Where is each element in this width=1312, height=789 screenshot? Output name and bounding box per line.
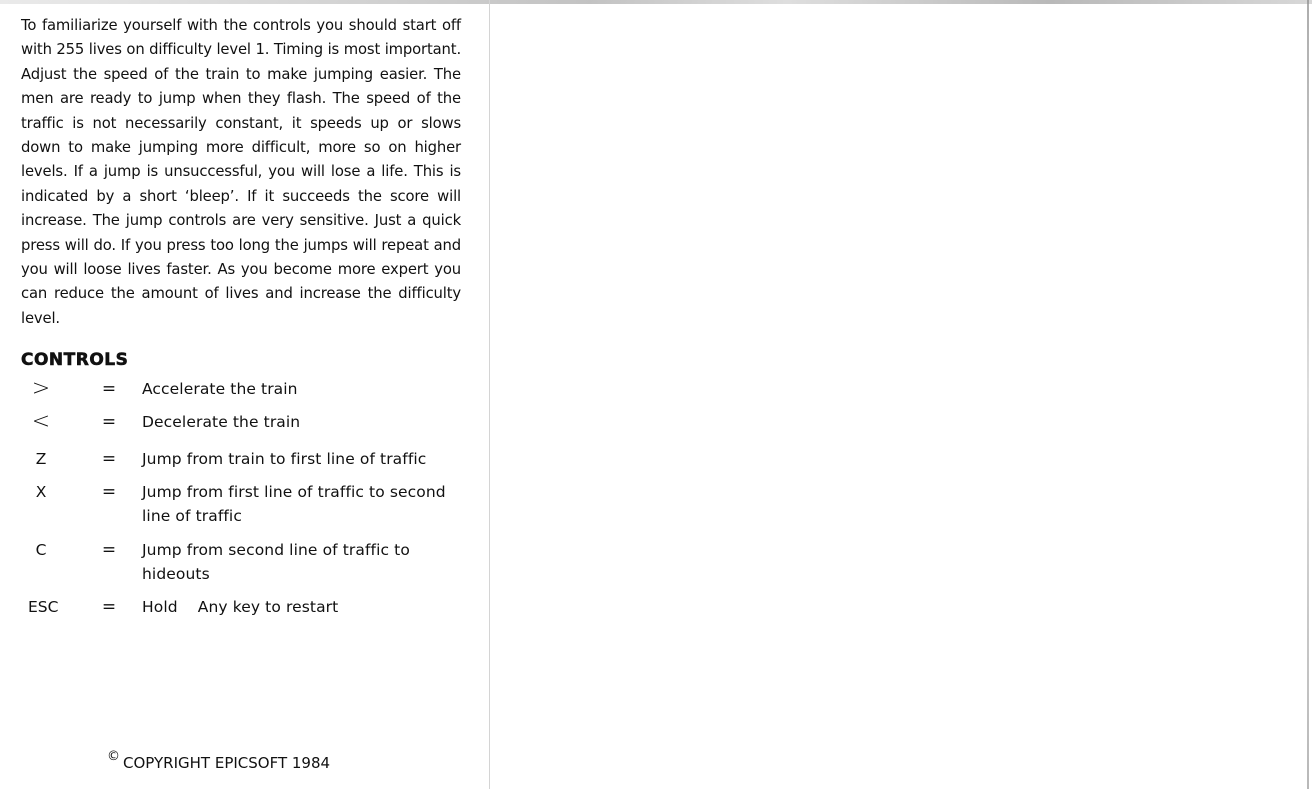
control-description: Jump from first line of traffic to second line of traffic	[142, 483, 446, 525]
instructions-page	[21, 14, 461, 371]
control-separator: =	[101, 482, 117, 502]
control-description: Jump from second line of traffic to hideouts	[142, 541, 410, 583]
intro-paragraph: To familiarize yourself with the controls you should start off with 255 lives on difficulty level 1. Timing is most important. Adjust the speed of the train to make jumping easier. The men are ready to jump when they flash. The speed of the traffic is not necessarily constant, it speeds up or slows down to make jumping more difficult, more so on higher levels. If a jump is unsuccessful, you will lose a life. This is indicated by a short ‘bleep’. If it succeeds the score will increase. The jump controls are very sensitive. Just a quick press will do. If you press too long the jumps will repeat and you will loose lives faster. As you become more expert you can reduce the amount of lives and increase the difficulty level.	[21, 17, 461, 327]
control-description: Hold Any key to restart	[142, 598, 339, 616]
control-key: Z	[35, 450, 47, 468]
control-description: Decelerate the train	[142, 413, 301, 431]
control-description: Accelerate the train	[142, 380, 298, 398]
control-key: ESC	[28, 598, 59, 616]
control-key: C	[35, 541, 47, 559]
control-description: Jump from train to first line of traffic	[142, 450, 427, 468]
control-separator: =	[101, 379, 117, 399]
copyright-symbol: ©	[107, 749, 120, 764]
scan-edge-top	[0, 0, 1312, 4]
control-key: <	[31, 409, 51, 434]
control-separator: =	[101, 597, 117, 617]
scan-edge-right	[1307, 0, 1309, 789]
control-separator: =	[101, 412, 117, 432]
control-key: X	[35, 483, 47, 501]
control-key: >	[31, 376, 51, 401]
page-fold-line	[489, 0, 490, 789]
control-separator: =	[101, 540, 117, 560]
copyright-notice	[107, 749, 331, 776]
controls-heading: CONTROLS	[21, 350, 129, 371]
control-separator: =	[101, 449, 117, 469]
copyright-text: COPYRIGHT EPICSOFT 1984	[123, 754, 331, 772]
